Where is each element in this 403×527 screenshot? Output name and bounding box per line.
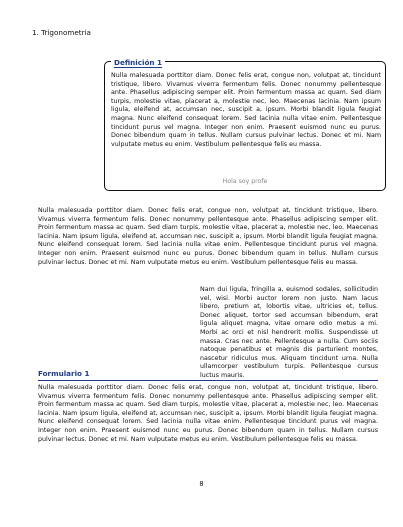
formula-body: Nulla malesuada porttitor diam. Donec felis erat, congue non, volutpat at, tincidunt tristique, libero. Vivamus viverra fermentum felis. Donec nonummy pellentesque ante. Phasellus adipiscing semper elit. Proin fermentum massa ac quam. Sed diam turpis, molestie vitae, placerat a, molestie nec, leo. Maecenas lacinia. Nam ipsum ligula, eleifend at, accumsan nec, suscipit a, ipsum. Morbi blandit ligula feugiat magna. Nunc eleifend consequat lorem. Sed lacinia nulla vitae enim. Pellentesque tincidunt purus vel magna. Integer non enim. Praesent euismod nunc eu purus. Donec bibendum quam in tellus. Nullam cursus pulvinar lectus. Donec et mi. Nam vulputate metus eu enim. Vestibulum pellentesque felis eu massa. — [38, 384, 378, 443]
formula-title: Formulario 1 — [38, 369, 90, 378]
definition-title-underline — [114, 67, 162, 68]
definition-title — [111, 58, 165, 67]
definition-title-text: Definición 1 — [114, 58, 163, 67]
formula-rule — [38, 380, 378, 381]
definition-box — [104, 58, 386, 191]
definition-footer: Hola soy profe — [222, 178, 268, 185]
page-number: 8 — [199, 480, 204, 488]
paragraph-1: Nulla malesuada porttitor diam. Donec felis erat, congue non, volutpat at, tincidunt tristique, libero. Vivamus viverra fermentum felis. Donec nonummy pellentesque ante. Phasellus adipiscing semper elit. Proin fermentum massa ac quam. Sed diam turpis, molestie vitae, placerat a, molestie nec, leo. Maecenas lacinia. Nam ipsum ligula, eleifend at, accumsan nec, suscipit a, ipsum. Morbi blandit ligula feugiat magna. Nunc eleifend consequat lorem. Sed lacinia nulla vitae enim. Pellentesque tincidunt purus vel magna. Integer non enim. Praesent euismod nunc eu purus. Donec bibendum quam in tellus. Nullam cursus pulvinar lectus. Donec et mi. Nam vulputate metus eu enim. Vestibulum pellentesque felis eu massa. — [38, 207, 378, 266]
definition-body: Nulla malesuada porttitor diam. Donec felis erat, congue non, volutpat at, tincidunt tristique, libero. Vivamus viverra fermentum felis. Donec nonummy pellentesque ante. Phasellus adipiscing semper elit. Proin fermentum massa ac quam. Sed diam turpis, molestie vitae, placerat a, molestie nec, leo. Maecenas lacinia. Nam ipsum ligula, eleifend at, accumsan nec, suscipit a, ipsum. Morbi blandit ligula feugiat magna. Nunc eleifend consequat lorem. Sed lacinia nulla vitae enim. Pellentesque tincidunt purus vel magna. Integer non enim. Praesent euismod nunc eu purus. Donec bibendum quam in tellus. Nullam cursus pulvinar lectus. Donec et mi. Nam vulputate metus eu enim. Vestibulum pellentesque felis eu massa. — [111, 72, 381, 148]
paragraph-2-indented: Nam dui ligula, fringilla a, euismod sodales, sollicitudin vel, wisi. Morbi auctor lorem non justo. Nam lacus libero, pretium at, lobortis vitae, ultricies et, tellus. Donec aliquet, tortor sed accumsan bibendum, erat ligula aliquet magna, vitae ornare odio metus a mi. Morbi ac orci et nisl hendrerit mollis. Suspendisse ut massa. Cras nec ante. Pellentesque a nulla. Cum sociis natoque penatibus et magnis dis parturient montes, nascetur ridiculus mus. Aliquam tincidunt urna. Nulla ullamcorper vestibulum turpis. Pellentesque cursus luctus mauris. — [200, 286, 378, 379]
section-heading: 1. Trigonometria — [32, 28, 91, 37]
